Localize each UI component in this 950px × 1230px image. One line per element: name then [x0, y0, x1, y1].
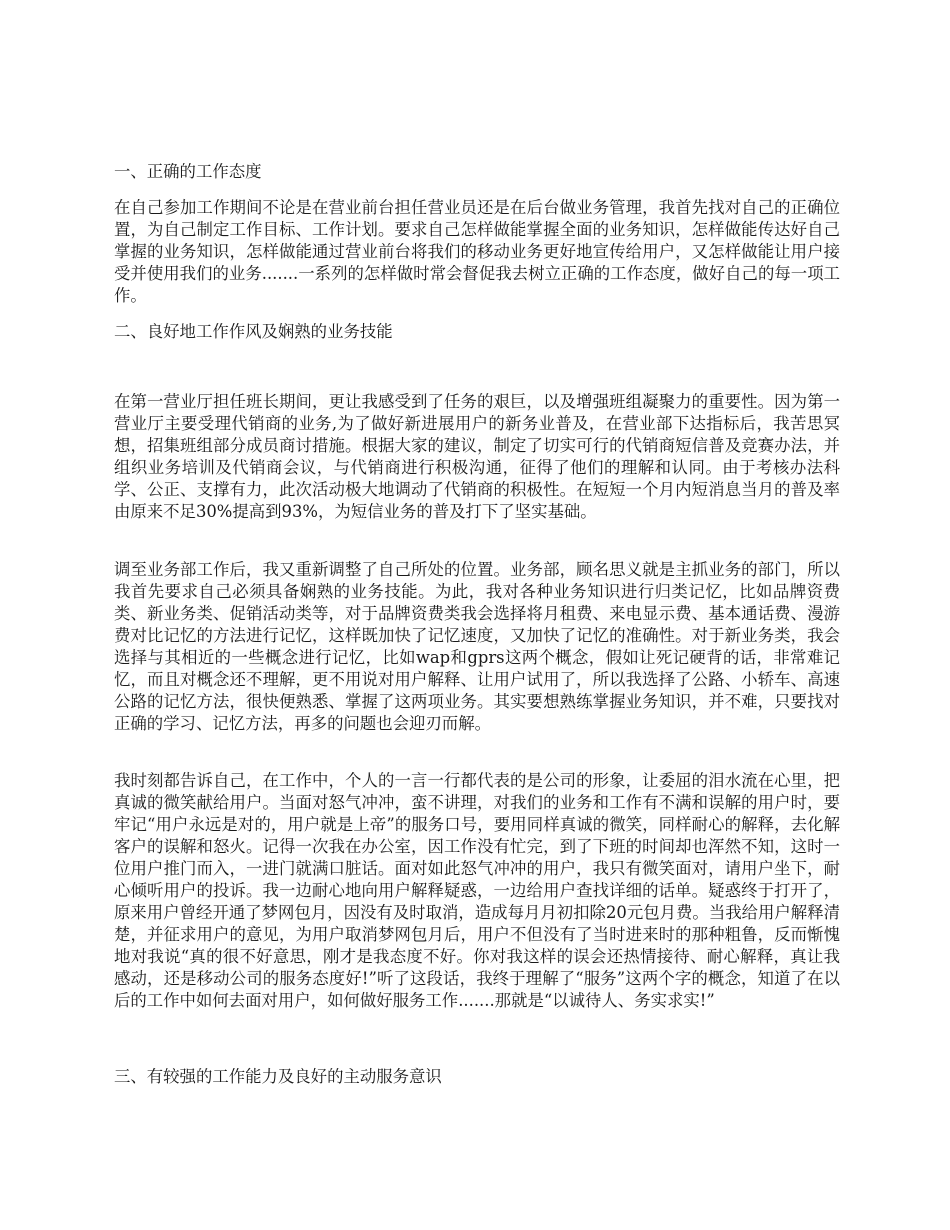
- paragraph-business-skills: 调至业务部工作后，我又重新调整了自己所处的位置。业务部，顾名思义就是主抓业务的部门，所以我首先要求自己必须具备娴熟的业务技能。为此，我对各种业务知识进行归类记忆，比如品牌资费类、新业务类、促销活动类等，对于品牌资费类我会选择将月租费、来电显示费、基本通话费、漫游费对比记忆的方法进行记忆，这样既加快了记忆速度，又加快了记忆的准确性。对于新业务类，我会选择与其相近的一些概念进行记忆，比如wap和gprs这两个概念，假如让死记硬背的话，非常难记忆，而且对概念还不理解，更不用说对用户解释、让用户试用了，所以我选择了公路、小轿车、高速公路的记忆方法，很快便熟悉、掌握了这两项业务。其实要想熟练掌握业务知识，并不难，只要找对正确的学习、记忆方法，再多的问题也会迎刃而解。: [114, 560, 840, 733]
- paragraph-customer-service: 我时刻都告诉自己，在工作中，个人的一言一行都代表的是公司的形象，让委屈的泪水流在心里，把真诚的微笑献给用户。当面对怒气冲冲，蛮不讲理，对我们的业务和工作有不满和误解的用户时，要牢记“用户永远是对的，用户就是上帝”的服务口号，要用同样真诚的微笑，同样耐心的解释，去化解客户的误解和怒火。记得一次我在办公室，因工作没有忙完，到了下班的时间却也浑然不知，这时一位用户推门而入，一进门就满口脏话。面对如此怒气冲冲的用户，我只有微笑面对，请用户坐下，耐心倾听用户的投诉。我一边耐心地向用户解释疑惑，一边给用户查找详细的话单。疑惑终于打开了，原来用户曾经开通了梦网包月，因没有及时取消，造成每月月初扣除20元包月费。当我给用户解释清楚，并征求用户的意见，为用户取消梦网包月后，用户不但没有了当时进来时的那种粗鲁，反而惭愧地对我说“真的很不好意思，刚才是我态度不好。你对我这样的误会还热情接待、耐心解释，真让我感动，还是移动公司的服务态度好!”听了这段话，我终于理解了“服务”这两个字的概念，知道了在以后的工作中如何去面对用户，如何做好服务工作.......那就是“以诚待人、务实求实!”: [114, 771, 840, 1010]
- paragraph-team-leader: 在第一营业厅担任班长期间，更让我感受到了任务的艰巨，以及增强班组凝聚力的重要性。因为第一营业厅主要受理代销商的业务,为了做好新进展用户的新务业普及，在营业部下达指标后，我苦思冥想，招集班组部分成员商讨措施。根据大家的建议，制定了切实可行的代销商短信普及竞赛办法，并组织业务培训及代销商会议，与代销商进行积极沟通，征得了他们的理解和认同。由于考核办法科学、公正、支撑有力，此次活动极大地调动了代销商的积极性。在短短一个月内短消息当月的普及率由原来不足30%提高到93%，为短信业务的普及打下了坚实基础。: [114, 392, 840, 521]
- paragraph-work-attitude: 在自己参加工作期间不论是在营业前台担任营业员还是在后台做业务管理，我首先找对自己的正确位置，为自己制定工作目标、工作计划。要求自己怎样做能掌握全面的业务知识，怎样做能传达好自己掌握的业务知识，怎样做能通过营业前台将我们的移动业务更好地宣传给用户，又怎样做能让用户接受并使用我们的业务.......一系列的怎样做时常会督促我去树立正确的工作态度，做好自己的每一项工作。: [114, 198, 840, 305]
- section-heading-2: 二、良好地工作作风及娴熟的业务技能: [114, 322, 393, 341]
- section-heading-1: 一、正确的工作态度: [114, 162, 262, 181]
- section-heading-3: 三、有较强的工作能力及良好的主动服务意识: [114, 1067, 442, 1086]
